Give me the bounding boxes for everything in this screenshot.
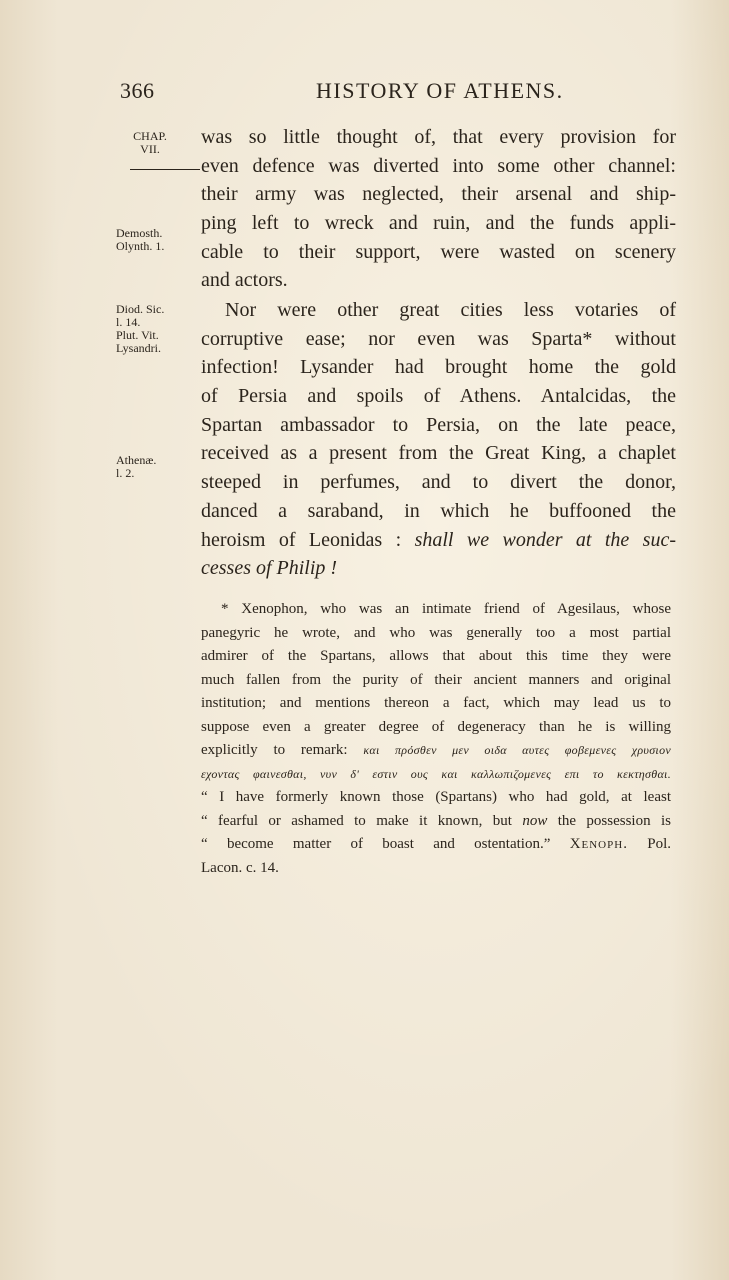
text-italic: shall we wonder at the suc-	[414, 528, 676, 551]
text-italic: cesses of Philip !	[201, 557, 338, 580]
body-paragraph-2	[201, 296, 676, 583]
text-line: Nor were other great cities less votaries of	[225, 299, 676, 321]
footnote-text: explicitly to remark:	[201, 742, 348, 758]
margin-note-line: Athenæ.	[116, 453, 157, 467]
footnote-line: * Xenophon, who was an intimate friend of Agesilaus, whose	[221, 601, 671, 617]
text-line: infection! Lysander had brought home the gold	[201, 356, 676, 379]
greek-quotation: εχοντας φαινεσθαι, νυν δ' εστιν ους και καλλωπιζομενες επι το κεκτησθαι.	[201, 766, 671, 781]
footnote	[201, 598, 671, 880]
text-line: corruptive ease; nor even was Sparta* without	[201, 327, 676, 350]
footnote-line: suppose even a greater degree of degeneracy than he is willing	[201, 718, 671, 735]
margin-note-line: Diod. Sic.	[116, 302, 165, 316]
margin-note-line: Plut. Vit.	[116, 328, 159, 342]
text-line: danced a saraband, in which he buffooned the	[201, 499, 676, 522]
margin-note-line: CHAP.	[133, 129, 167, 143]
text-line: Spartan ambassador to Persia, on the late peace,	[201, 413, 676, 436]
margin-note-line: Demosth.	[116, 226, 163, 240]
text-line: received as a present from the Great King, a chaplet	[201, 442, 676, 465]
footnote-text: “ fearful or ashamed to make it known, but	[201, 812, 512, 829]
text-line	[201, 554, 676, 583]
margin-note-diodorus	[116, 303, 200, 355]
text-line: even defence was diverted into some other channel:	[201, 154, 676, 177]
footnote-line	[201, 763, 671, 787]
margin-note-demosthenes	[116, 227, 200, 253]
body-paragraph-1	[201, 123, 676, 295]
footnote-line: “ I have formerly known those (Spartans) who had gold, at least	[201, 789, 671, 805]
footnote-line: admirer of the Spartans, allows that about this time they were	[201, 648, 671, 664]
text-line: was so little thought of, that every provision for	[201, 126, 676, 148]
text-roman: heroism of Leonidas :	[201, 528, 402, 551]
text-line: their army was neglected, their arsenal and ship-	[201, 183, 676, 206]
footnote-line	[201, 810, 671, 834]
footnote-text: “ become matter of boast and ostentation.”	[201, 836, 551, 852]
text-line: ping left to wreck and ruin, and the funds appli-	[201, 212, 676, 235]
citation-author: Xenoph.	[569, 836, 628, 852]
margin-note-line: Lysandri.	[116, 341, 161, 355]
margin-note-chapter	[116, 130, 184, 156]
margin-note-line: VII.	[140, 142, 160, 156]
margin-note-athenaeus	[116, 454, 200, 480]
citation-ref: Pol.	[647, 836, 672, 852]
running-head: HISTORY OF ATHENS.	[316, 78, 564, 103]
footnote-line: Lacon. c. 14.	[201, 859, 279, 876]
greek-quotation: και πρόσθεν μεν οιδα αυτες φοβεμενες χρυσιον	[363, 743, 671, 757]
footnote-line	[201, 739, 671, 763]
chapter-rule	[130, 169, 200, 170]
text-line	[201, 526, 676, 555]
footnote-line: institution; and mentions thereon a fact, which may lead us to	[201, 695, 671, 711]
footnote-line: much fallen from the purity of their ancient manners and original	[201, 671, 671, 688]
text-line: and actors.	[201, 269, 288, 292]
text-line: of Persia and spoils of Athens. Antalcidas, the	[201, 385, 676, 408]
page-header	[120, 78, 680, 108]
footnote-text: the possession is	[557, 812, 671, 829]
text-line: cable to their support, were wasted on scenery	[201, 240, 676, 263]
margin-note-line: l. 2.	[116, 466, 135, 480]
text-line: steeped in perfumes, and to divert the donor,	[201, 471, 676, 494]
margin-note-line: Olynth. 1.	[116, 239, 165, 253]
footnote-italic: now	[522, 812, 548, 829]
page-number: 366	[120, 78, 155, 103]
margin-note-line: l. 14.	[116, 315, 141, 329]
footnote-line	[201, 833, 671, 857]
footnote-line: panegyric he wrote, and who was generally too a most partial	[201, 624, 671, 641]
